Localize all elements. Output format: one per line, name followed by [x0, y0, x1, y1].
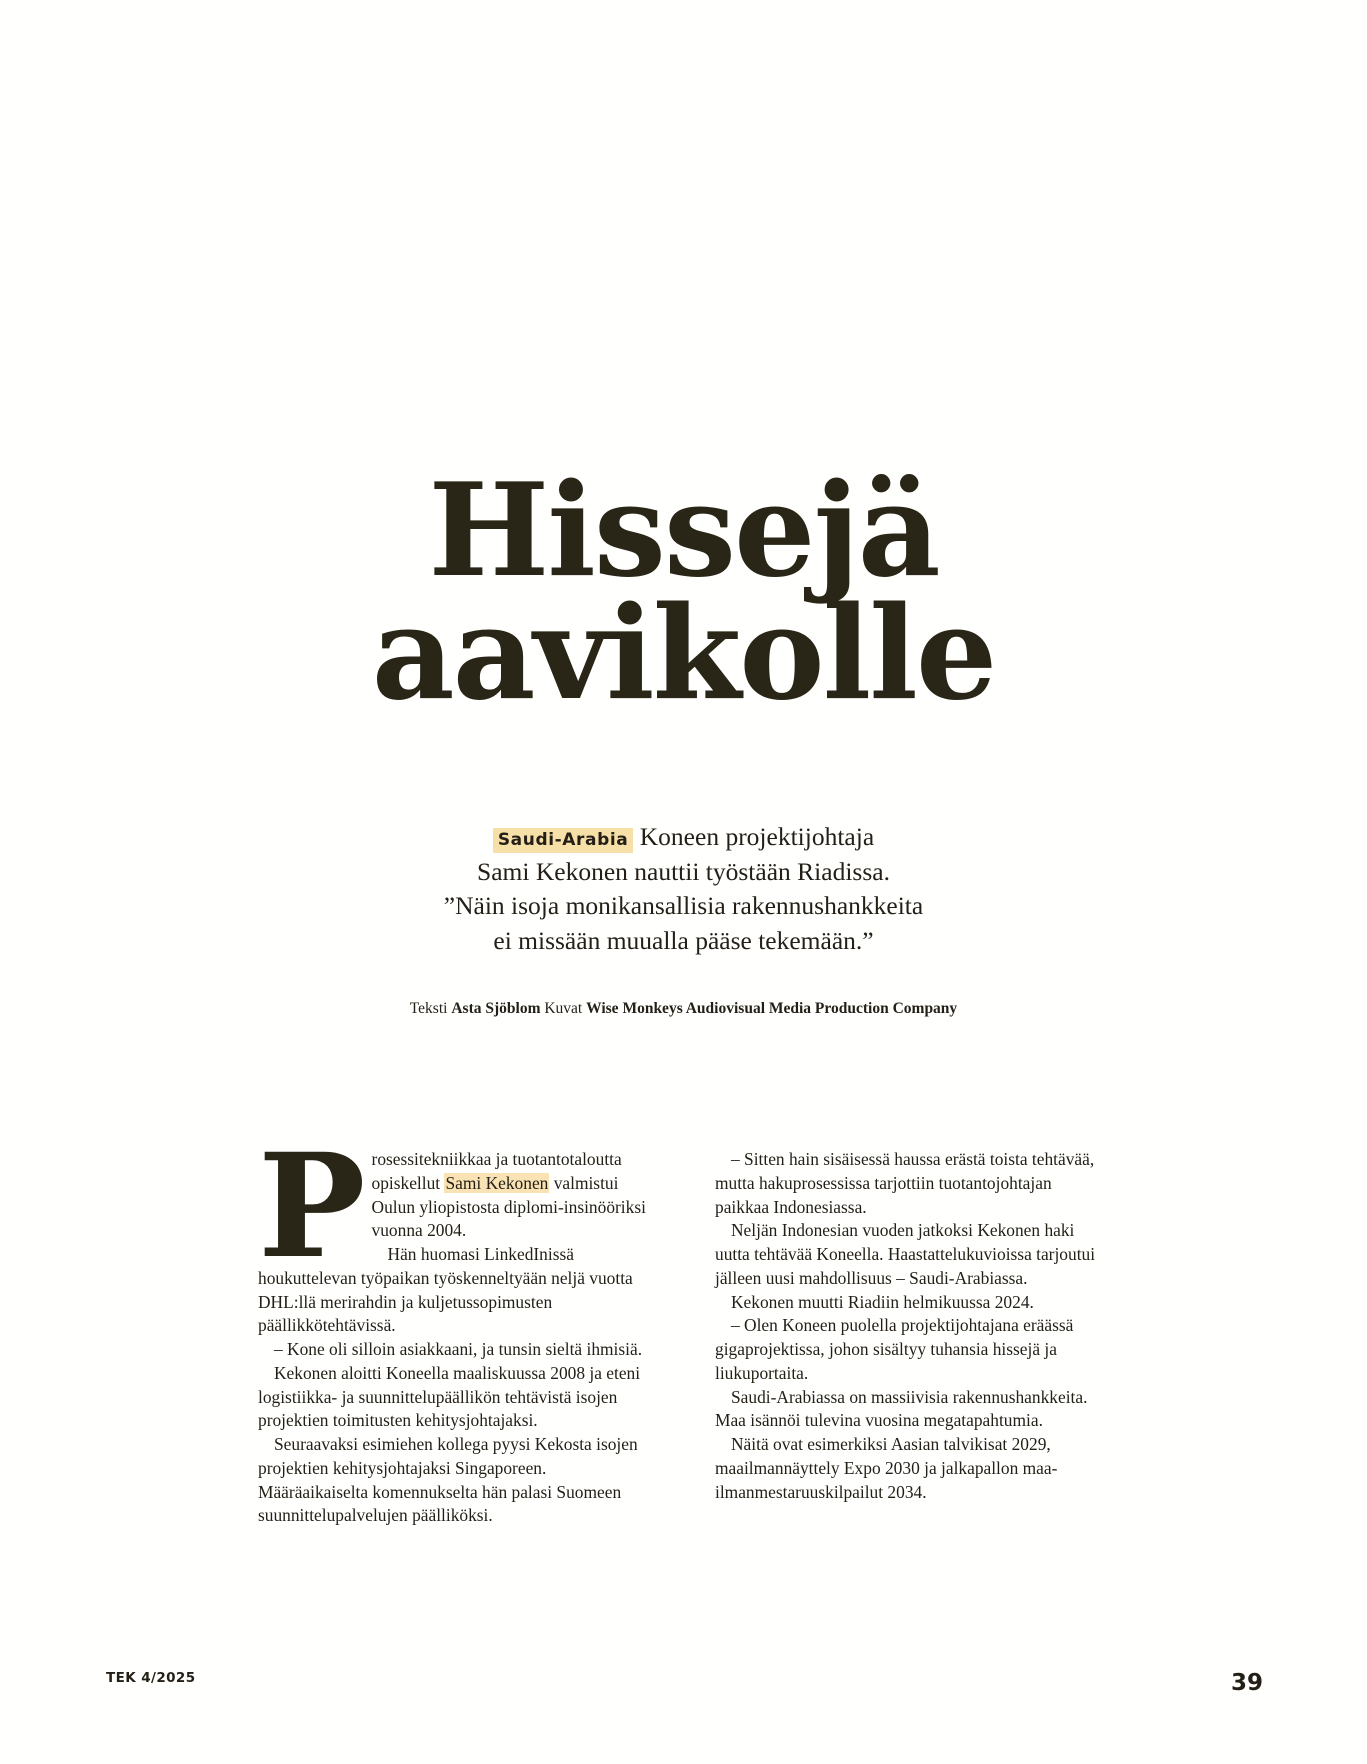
paragraph-text: Näitä ovat esimerkiksi Aasian talvikisat 2029, maailmannäyttely Expo 2030 ja jalkapallon maailmanmestaruuskilpailut 2034.	[715, 1434, 1058, 1502]
photographer-name: Wise Monkeys Audiovisual Media Production Company	[586, 1000, 958, 1017]
location-kicker: Saudi-Arabia	[493, 828, 634, 853]
standfirst-line-3: ”Näin isoja monikansallisia rakennushankkeita	[443, 891, 924, 921]
body-paragraph	[715, 1148, 1110, 1219]
body-paragraph	[715, 1314, 1110, 1385]
standfirst-line-2: Sami Kekonen nauttii työstään Riadissa.	[477, 856, 890, 886]
paragraph-text: Kekonen muutti Riadiin helmikuussa 2024.	[731, 1291, 1034, 1312]
body-paragraph	[715, 1219, 1110, 1290]
paragraph-text: rosessitekniikkaa ja tuotantotaloutta opiskellut	[371, 1149, 622, 1193]
footer-page-number: 39	[1230, 1670, 1263, 1696]
paragraph-text: valmistui Oulun yliopistosta diplomi-insinööriksi vuonna 2004.	[371, 1172, 646, 1241]
paragraph-text: Neljän Indonesian vuoden jatkoksi Kekonen haki uutta tehtävää Koneella. Haastattelukuvioissa tarjoutui jälleen uusi mahdollisuus – Saudi-Arabiassa.	[715, 1220, 1096, 1288]
paragraph-text: – Kone oli silloin asiakkaani, ja tunsin sieltä ihmisiä.	[274, 1339, 643, 1359]
paragraph-text: Seuraavaksi esimiehen kollega pyysi Kekosta isojen projektien kehitysjohtajaksi Singaporeen. Määräaikaiselta komennukselta hän palasi Suomeen suunnittelupalvelujen päälliköksi.	[258, 1434, 638, 1526]
body-column-right	[715, 1148, 1110, 1528]
standfirst	[324, 820, 1044, 959]
paragraph-text: – Sitten hain sisäisessä haussa erästä toista tehtävää, mutta hakuprosessissa tarjottiin tuotantojohtajan paikkaa Indonesiassa.	[715, 1149, 1095, 1217]
body-paragraph	[258, 1362, 653, 1433]
byline-credits	[254, 1000, 1114, 1018]
body-paragraph	[715, 1386, 1110, 1434]
page-title	[0, 456, 1367, 729]
body-columns	[258, 1122, 1110, 1528]
title-line-2: aavikolle	[371, 578, 996, 729]
body-paragraph	[715, 1291, 1110, 1315]
body-paragraph	[258, 1338, 653, 1362]
article-title	[0, 456, 1367, 729]
paragraph-text: – Olen Koneen puolella projektijohtajana eräässä gigaprojektissa, johon sisältyy tuhansia hissejä ja liukuportaita.	[715, 1315, 1074, 1383]
paragraph-text: Kekonen aloitti Koneella maaliskuussa 2008 ja eteni logistiikka- ja suunnittelupäällikön tehtävistä isojen projektien toimitusten kehitysjohtajaksi.	[258, 1362, 641, 1431]
body-paragraph	[258, 1433, 653, 1528]
body-column-left	[258, 1122, 653, 1528]
standfirst-line-1-rest: Koneen projektijohtaja	[633, 822, 875, 851]
photo-credit-label: Kuvat	[544, 1000, 583, 1017]
title-line-1: Hissejä	[428, 456, 939, 606]
drop-cap: P	[258, 1122, 366, 1290]
standfirst-line-4: ei missään muualla pääse tekemään.”	[493, 926, 874, 956]
body-paragraph	[715, 1433, 1110, 1504]
paragraph-text: Hän huomasi LinkedInissä houkuttelevan työpaikan työskenneltyään neljä vuotta DHL:llä merirahdin ja kuljetussopimusten päällikkötehtävissä.	[258, 1244, 633, 1336]
standfirst-line-1	[324, 820, 1044, 855]
highlighted-name: Sami Kekonen	[445, 1172, 549, 1193]
paragraph-text: Saudi-Arabiassa on massiivisia rakennushankkeita. Maa isännöi tulevina vuosina megatapahtumia.	[715, 1386, 1088, 1431]
text-credit-label: Teksti	[409, 1000, 448, 1017]
author-name: Asta Sjöblom	[451, 1000, 541, 1017]
footer-issue: TEK 4/2025	[106, 1670, 196, 1686]
